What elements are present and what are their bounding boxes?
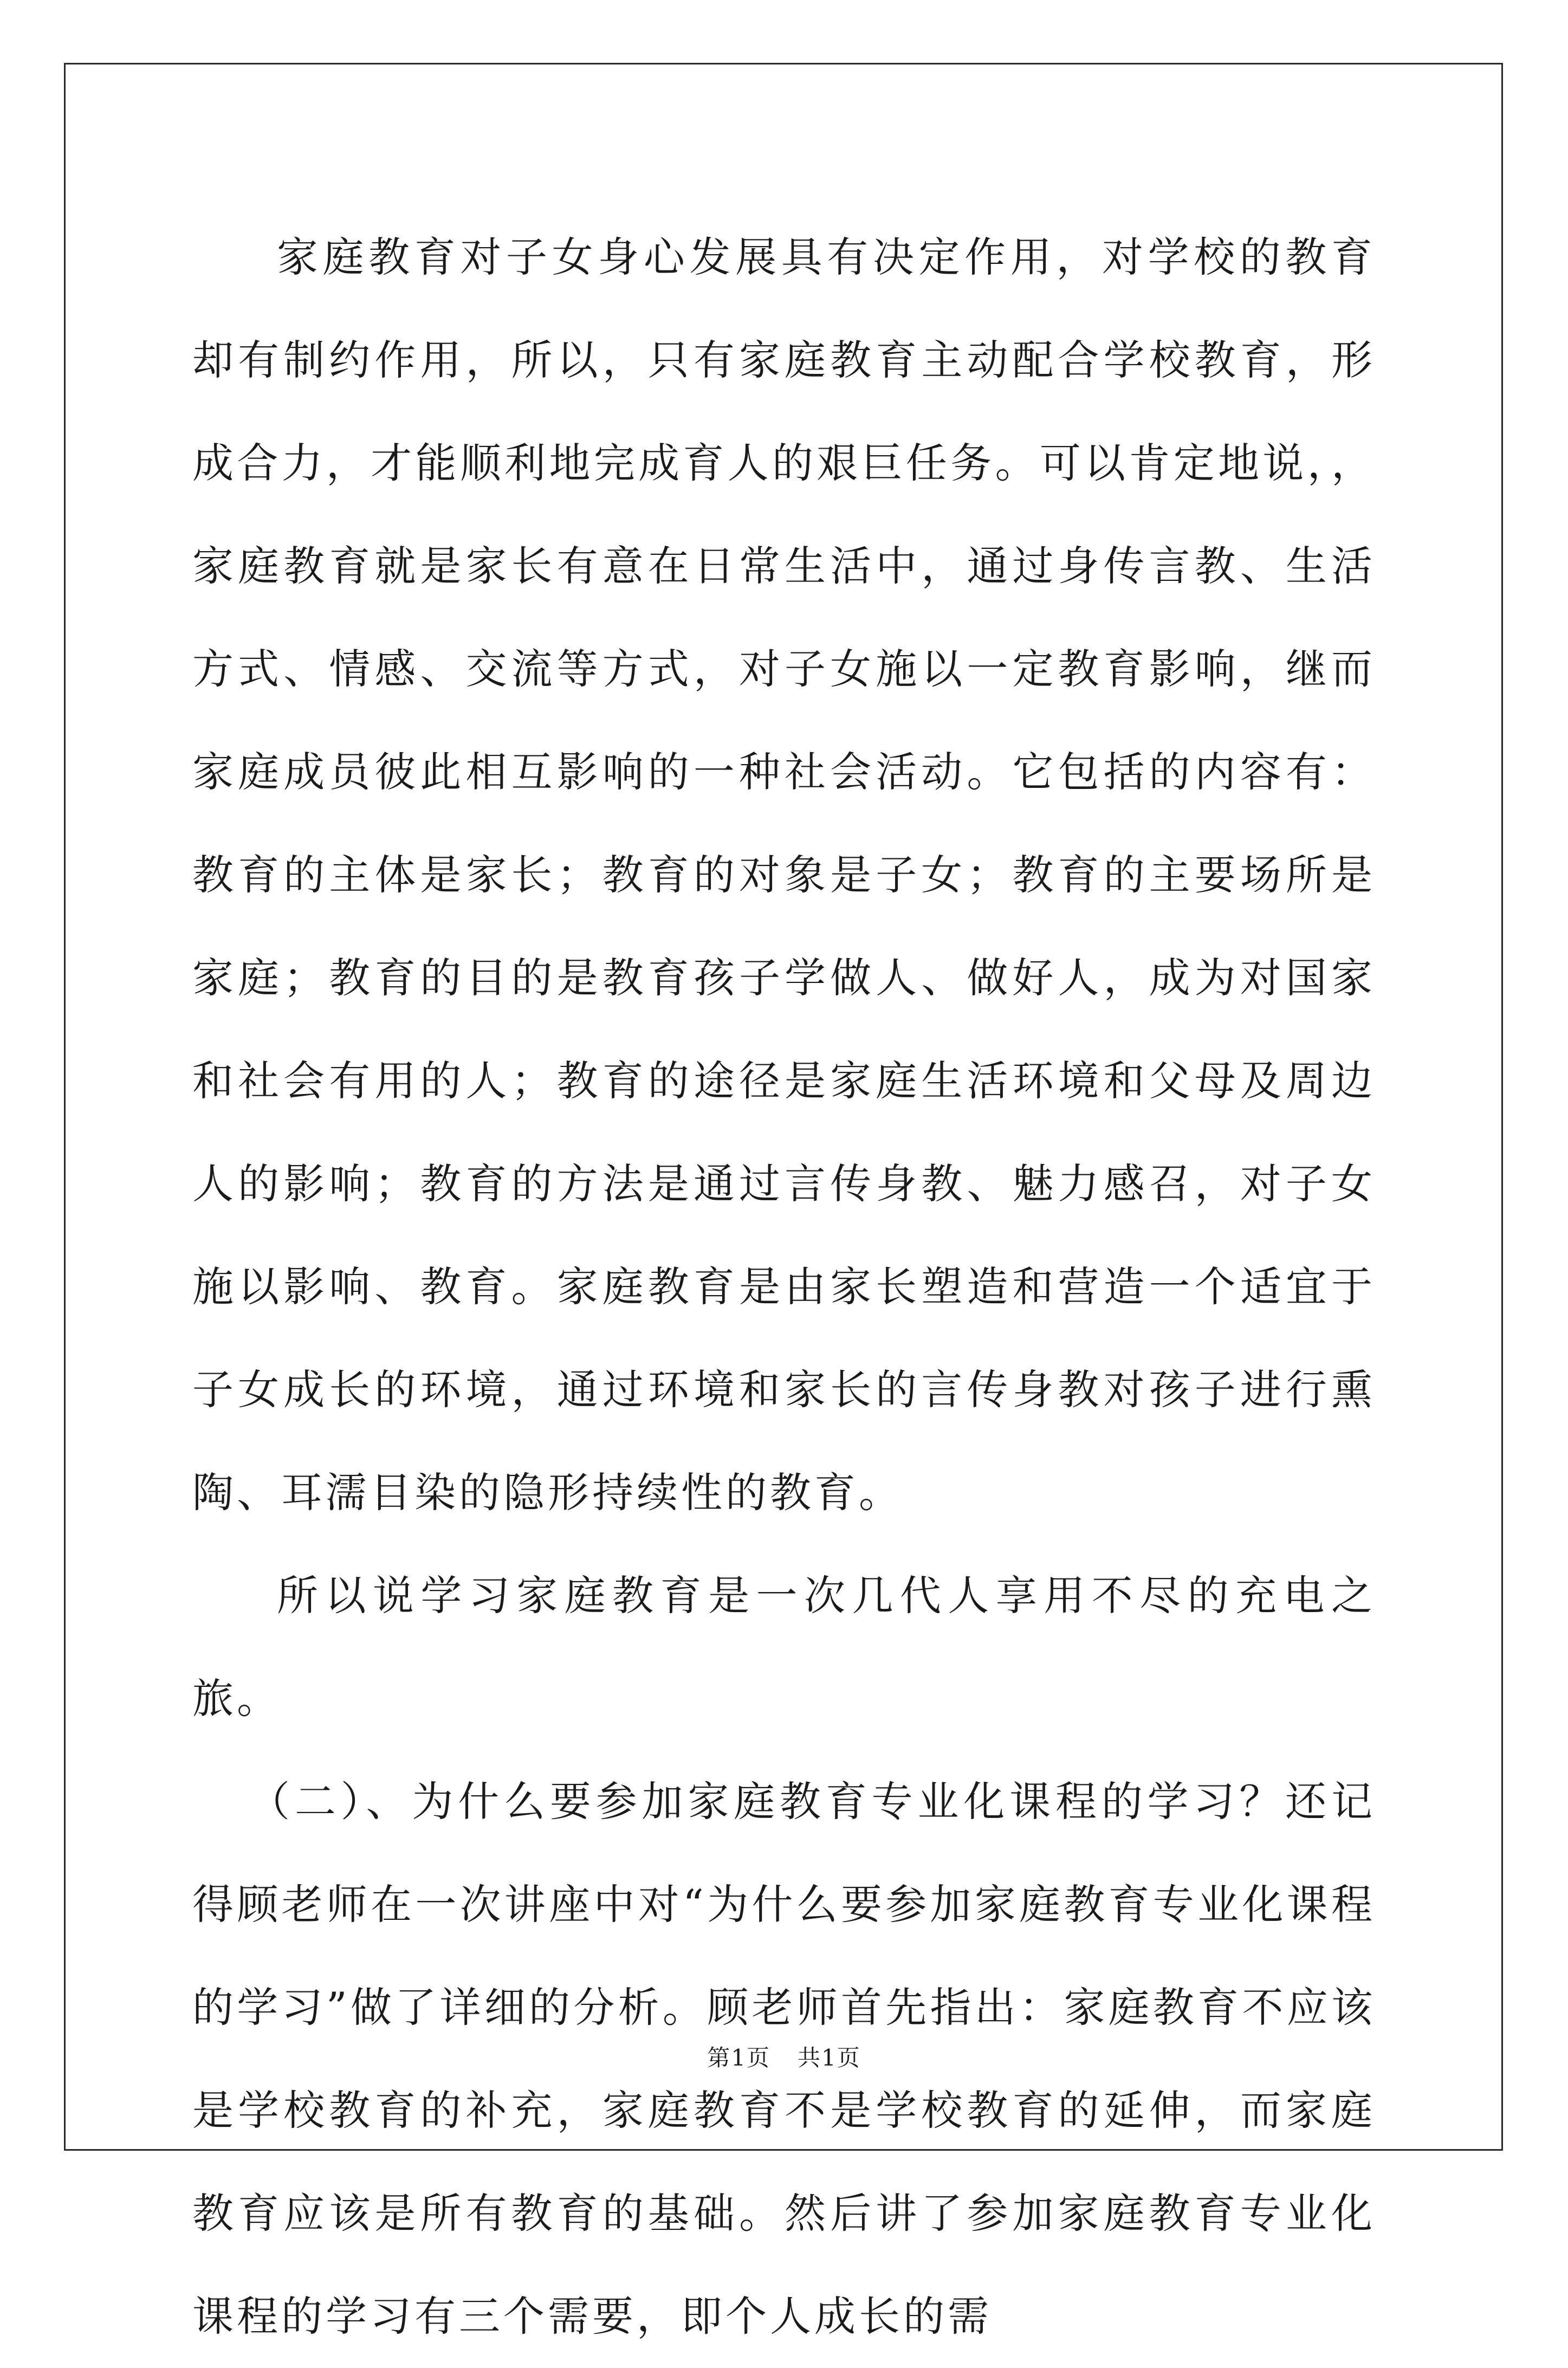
page-total: 共1页 [798,2044,861,2071]
paragraph-3: （二）、为什么要参加家庭教育专业化课程的学习？还记得顾老师在一次讲座中对“为什么要参加家庭教育专业化课程的学习”做了详细的分析。顾老师首先指出：家庭教育不应该是学校教育的补充，家庭教育不是学校教育的延伸，而家庭教育应该是所有教育的基础。然后讲了参加家庭教育专业化课程的学习有三个需要，即个人成长的需 [192,1777,1376,2340]
page-number: 第1页 [707,2044,770,2071]
page-footer [0,2040,1568,2073]
paragraph-2: 所以说学习家庭教育是一次几代人享用不尽的充电之旅。 [192,1571,1376,1723]
paragraph-1: 家庭教育对子女身心发展具有决定作用，对学校的教育却有制约作用，所以，只有家庭教育主动配合学校教育，形成合力，才能顺利地完成育人的艰巨任务。可以肯定地说，，家庭教育就是家长有意在日常生活中，通过身传言教、生活方式、情感、交流等方式，对子女施以一定教育影响，继而家庭成员彼此相互影响的一种社会活动。它包括的内容有：教育的主体是家长；教育的对象是子女；教育的主要场所是家庭；教育的目的是教育孩子学做人、做好人，成为对国家和社会有用的人；教育的途径是家庭生活环境和父母及周边人的影响；教育的方法是通过言传身教、魅力感召，对子女施以影响、教育。家庭教育是由家长塑造和营造一个适宜于子女成长的环境，通过环境和家长的言传身教对孩子进行熏陶、耳濡目染的隐形持续性的教育。 [192,233,1376,1517]
